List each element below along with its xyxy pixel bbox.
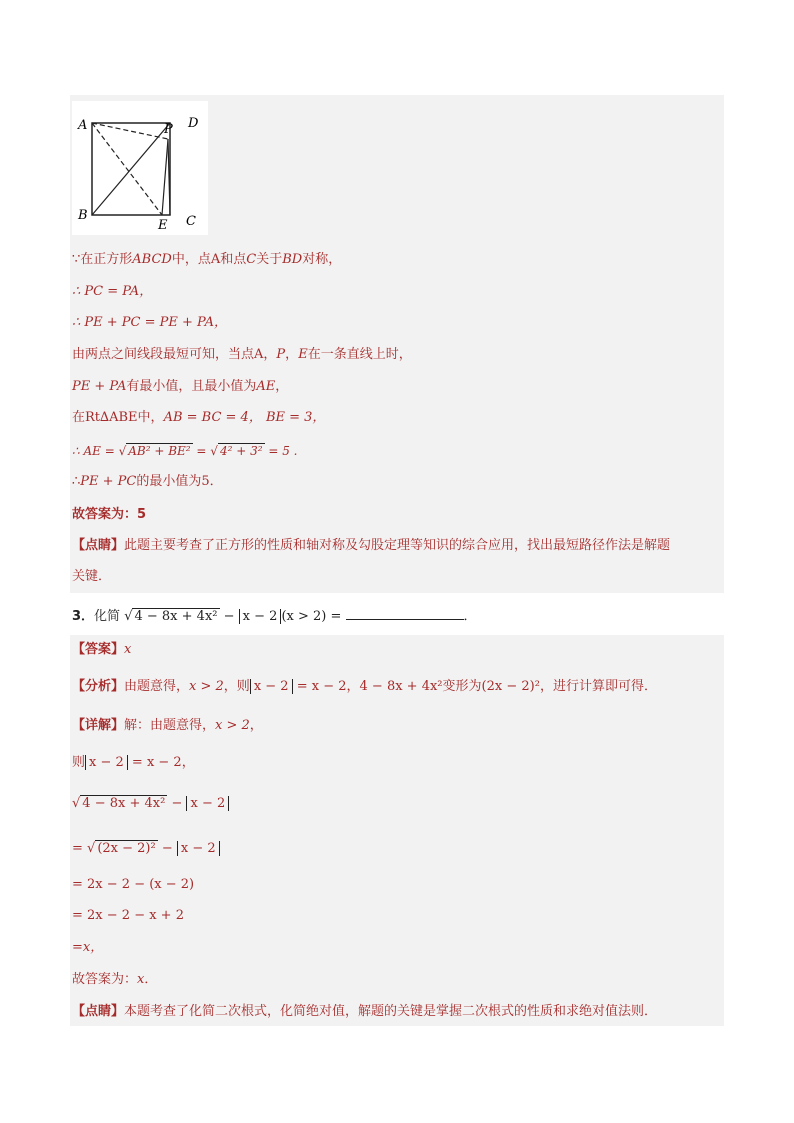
answer-line: 【答案】x (72, 642, 132, 657)
label-b: B (78, 208, 88, 223)
line-symmetry: ∵在正方形ABCD中，点A和点C关于BD对称， (72, 252, 342, 267)
detail-step-5: = 2x − 2 − x + 2 (72, 908, 184, 923)
detail-step-3: = √ (2x − 2)² − x − 2 (72, 840, 220, 858)
line-shortest: 由两点之间线段最短可知，当点A，P，E在一条直线上时， (72, 347, 412, 362)
detail-step-4: = 2x − 2 − (x − 2) (72, 877, 195, 892)
square-diagram (72, 101, 208, 235)
line-rt-triangle: 在Rt∆ABE中，AB = BC = 4， BE = 3， (72, 410, 326, 425)
answer-line-q2: 故答案为：5 (72, 507, 147, 522)
label-a: A (78, 118, 88, 133)
line-ae-value: ∴ AE = √ AB² + BE² = √ 4² + 3² = 5 . (72, 444, 298, 458)
line-min-value: PE + PA有最小值，且最小值为AE， (72, 379, 289, 394)
detail-step-2: √ 4 − 8x + 4x² − x − 2 (72, 795, 229, 813)
label-p: P (164, 122, 173, 137)
line-pc-pa: ∴ PC = PA， (72, 284, 153, 299)
detail-answer: 故答案为：x． (72, 972, 158, 987)
label-c: C (186, 214, 196, 229)
comment-line-q3: 【点睛】本题考查了化简二次根式，化简绝对值，解题的关键是掌握二次根式的性质和求绝对值法则． (72, 1004, 658, 1019)
analysis-line: 【分析】由题意得，x > 2，则 x − 2 = x − 2，4 − 8x + 4x²变形为(2x − 2)²，进行计算即可得． (72, 679, 657, 694)
comment-line-q2-cont: 关键． (72, 569, 112, 584)
geometry-figure (72, 101, 208, 235)
detail-step-6: =x， (72, 940, 104, 955)
label-e: E (158, 218, 168, 233)
question-3: 3．化简 √ 4 − 8x + 4x² − x − 2 (x > 2) = ． (72, 606, 477, 626)
detail-step-1: 则 x − 2 = x − 2， (72, 755, 195, 770)
line-pe-sum: ∴ PE + PC = PE + PA， (72, 315, 227, 330)
answer-blank (346, 606, 464, 620)
detail-line: 【详解】解：由题意得，x > 2， (72, 718, 263, 733)
comment-line-q2: 【点睛】此题主要考查了正方形的性质和轴对称及勾股定理等知识的综合应用，找出最短路径作法是解题 (72, 538, 671, 553)
line-pe-pc-min: ∴PE + PC的最小值为5． (72, 474, 223, 489)
label-d: D (188, 116, 199, 131)
